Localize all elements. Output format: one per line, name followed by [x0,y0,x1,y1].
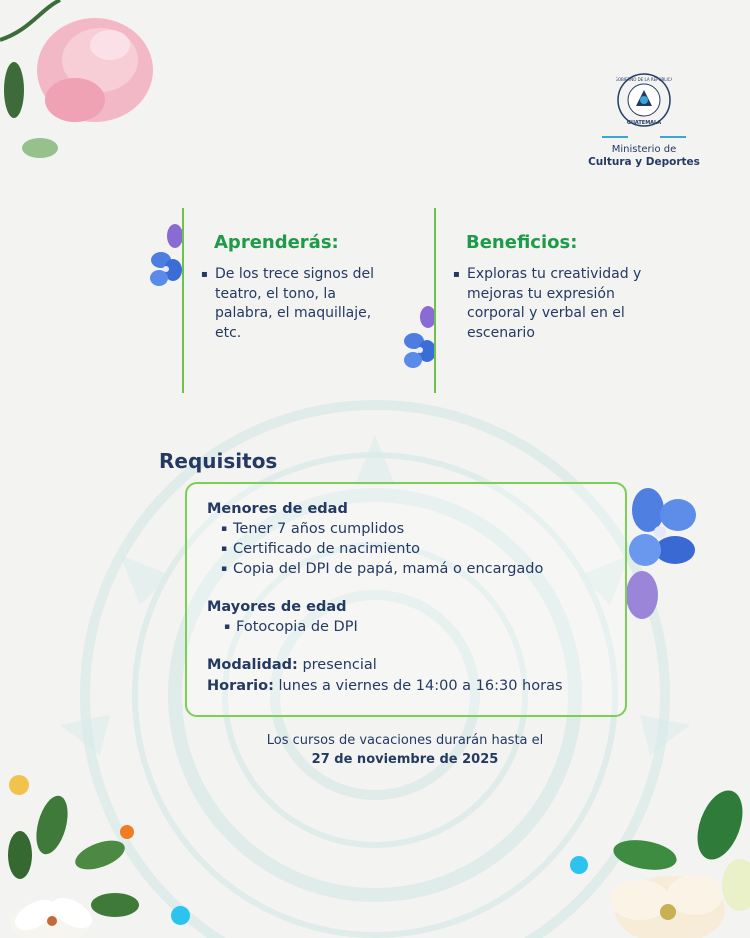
modality-value: presencial [297,657,377,673]
guatemala-seal-icon [616,72,672,128]
schedule-line [207,678,563,694]
cyan-dot-icon [570,856,588,874]
learn-title: Aprenderás: [214,232,339,253]
benefits-section [434,208,666,393]
requirements-title: Requisitos [159,449,278,473]
ministry-logo [588,72,700,169]
modality-line [207,657,377,673]
requirements-box [185,482,627,717]
peony-flower-icon [0,0,165,165]
footer-line-1: Los cursos de vacaciones durarán hasta el [266,733,544,748]
footer-line-2: 27 de noviembre de 2025 [311,752,499,767]
cyan-dot-icon [171,906,190,925]
learn-text: De los trece signos del teatro, el tono, la palabra, el maquillaje, etc. [215,266,374,341]
list-item: ▪ Fotocopia de DPI [236,619,358,635]
white-flower-icon [570,790,750,938]
list-item: ▪ Copia del DPI de papá, mamá o encargado [233,561,543,577]
yellow-dot-icon [9,775,29,795]
seal-bottom-text: GUATEMALA [626,120,662,126]
modality-label: Modalidad: [207,657,298,673]
blue-flower-icon [147,222,185,292]
blue-flower-icon [620,480,700,620]
benefits-title: Beneficios: [466,232,578,253]
schedule-label: Horario: [207,678,274,694]
minors-heading: Menores de edad [207,501,348,517]
seal-top-text: GOBIERNO DE LA REPÚBLICA [616,77,672,82]
logo-line-2: Cultura y Deportes [588,156,700,168]
lily-flower-icon [0,795,140,938]
list-item: ▪ Certificado de nacimiento [233,541,420,557]
adults-heading: Mayores de edad [207,599,347,615]
orange-dot-icon [120,825,134,839]
logo-divider [602,136,686,138]
benefits-text: Exploras tu creatividad y mejoras tu expresión corporal y verbal en el escenario [467,266,642,341]
bullet-icon: ▪ [201,269,208,280]
bullet-icon: ▪ [453,269,460,280]
schedule-value: lunes a viernes de 14:00 a 16:30 horas [273,678,563,694]
learn-section [182,208,424,393]
logo-line-1: Ministerio de [611,144,677,155]
list-item: ▪ Tener 7 años cumplidos [233,521,404,537]
